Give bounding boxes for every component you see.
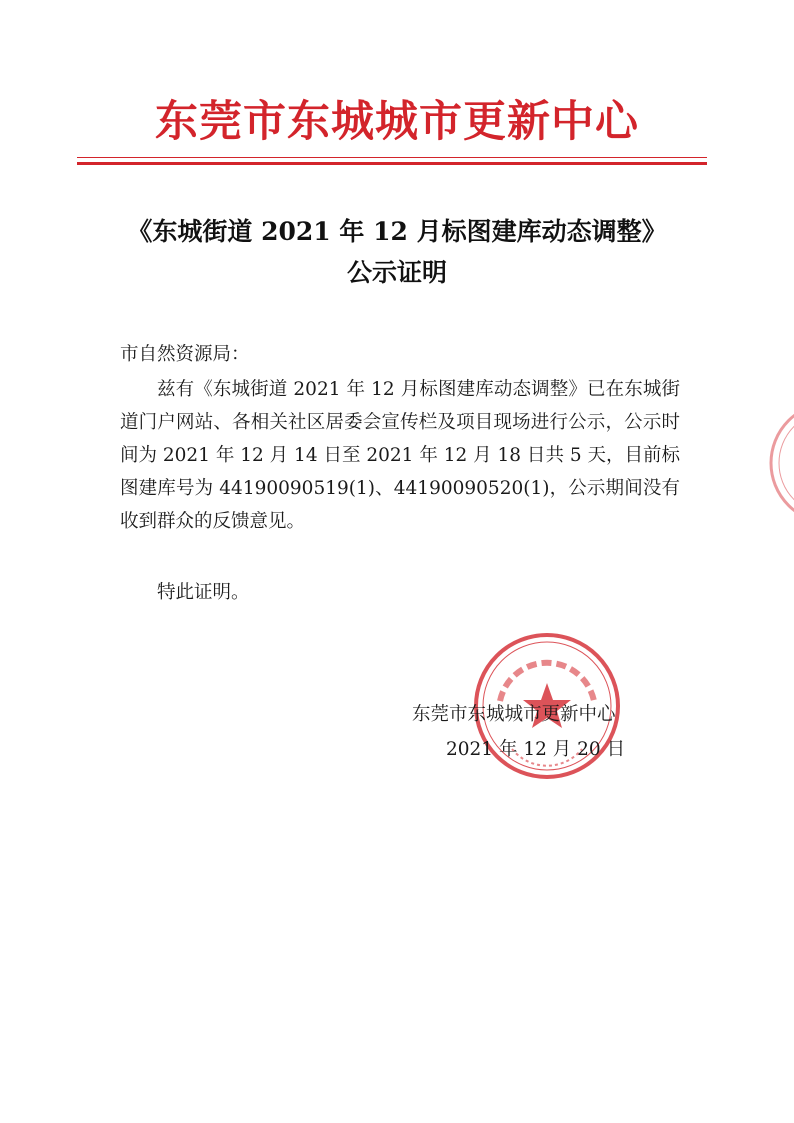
partial-seal-icon: [756, 398, 794, 528]
letterhead-rule-thick: [77, 162, 707, 165]
closing-line: 特此证明。: [157, 582, 250, 603]
body-paragraph: 兹有《东城街道 2021 年 12 月标图建库动态调整》已在东城街道门户网站、各相关社区居委会宣传栏及项目现场进行公示，公示时间为 2021 年 12 月 14 日至 2021 年 12 月 18 日共 5 天，目前标图建库号为 44190090519(1)、44190090520(1)，公示期间没有收到群众的反馈意见。: [120, 379, 680, 532]
document-title-line2: 公示证明: [346, 258, 447, 287]
signature-org: 东莞市东城城市更新中心: [412, 704, 616, 725]
document-title-line1: 《东城街道 2021 年 12 月标图建库动态调整》: [127, 217, 667, 246]
salutation: 市自然资源局：: [120, 344, 250, 365]
letterhead-rule-thin: [77, 157, 707, 158]
signature-date: 2021 年 12 月 20 日: [446, 739, 626, 760]
letterhead-title: 东莞市东城城市更新中心: [155, 97, 639, 147]
